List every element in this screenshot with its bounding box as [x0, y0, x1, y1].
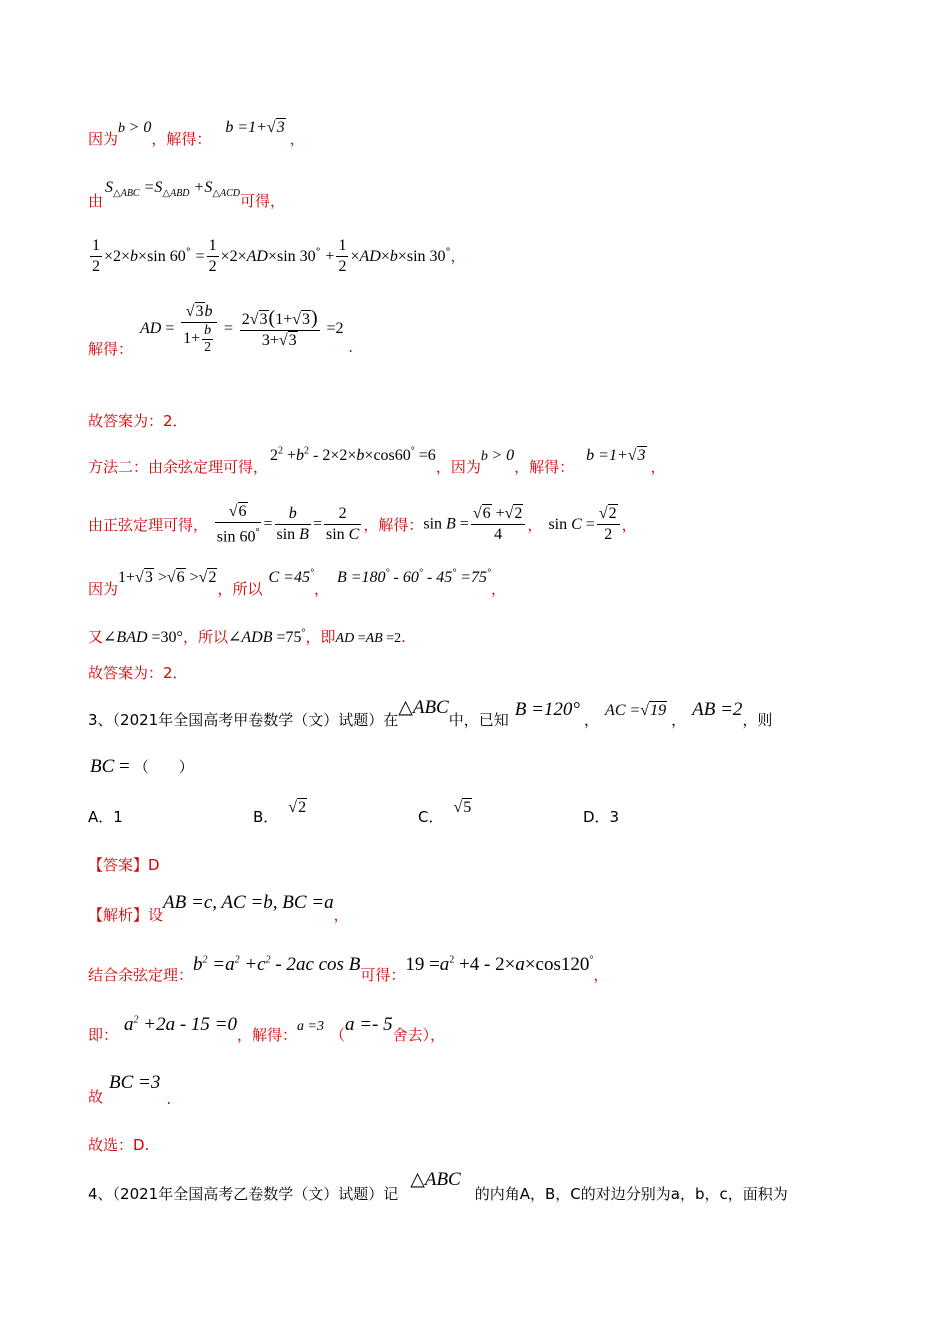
math-b-value: b =1+√3 [225, 119, 285, 136]
answer-line-2: 故答案为：2． [88, 664, 188, 682]
text: ，则 [742, 711, 773, 729]
text: ，所以 [217, 580, 263, 598]
area-equation: $\frac{1}{2}$ ×2×b×sin 60° = $\frac{1}{2}$ ×2×AD×sin 30° + $\frac{1}{2}$ ×AD×b×sin 30°， [92, 237, 466, 275]
answer-line-1: 故答案为：2． [88, 412, 188, 430]
text: 即： [88, 1026, 119, 1044]
quadratic-line: 即： $a^2 +2a - 15 =0$，解得：a =3 （a =- 5舍去）， [88, 1014, 446, 1044]
text: 的内角A，B，C的对边分别为a，b，c，面积为 [474, 1185, 788, 1203]
question-3: 3、（2021年全国高考甲卷数学（文）试题）在△ABC中，已知 B =120° ，AC =√19， AB =2，则 [88, 697, 773, 729]
angle-line: 因为1+√3 >√6 >√2，所以C =45°，B =180° - 60° - 45° =75°， [88, 567, 506, 598]
text: ，因为 [435, 458, 481, 476]
solution-line-2 [88, 179, 286, 213]
text: 中，已知 [448, 711, 509, 729]
math-area-sum: $S_{\triangle ABC} =S_{\triangle ABD} +S_{\triangle ACD}$ [105, 179, 241, 200]
math-cos-law: $2^2 +b^2 - 2\times 2\times b\times\cos 60^\circ =6$ [270, 445, 436, 464]
text: ，解得： [151, 130, 212, 148]
analysis-line: 【解析】设AB =c, AC =b, BC =a， [88, 892, 349, 924]
text: 故 [88, 1088, 104, 1106]
text: 由正弦定理可得， [88, 516, 209, 535]
bad-angle-line: 又∠BAD =30°，所以∠ADB =75°，即AD =AB =2. [88, 627, 406, 646]
option-c[interactable]: C．√5 [418, 799, 472, 826]
option-d[interactable]: D．3 [583, 808, 620, 826]
text: ，解得： [237, 1026, 298, 1044]
text: 【解析】设 [88, 906, 164, 924]
text: 可得， [240, 192, 286, 210]
text: 因为 [88, 130, 119, 148]
choice-line: 故选：D. [88, 1136, 150, 1154]
text: ，解得： [363, 516, 424, 535]
question-3-intro: 3、（2021年全国高考甲卷数学（文）试题）在 [88, 711, 399, 729]
answer-label: 【答案】D [88, 856, 160, 874]
question-4: 4、（2021年全国高考乙卷数学（文）试题）记△ABC的内角A，B，C的对边分别为a，b，c，面积为 [88, 1169, 788, 1203]
text: ，所以 [182, 628, 228, 646]
text: C． [418, 808, 444, 826]
text: 结合余弦定理： [88, 966, 194, 984]
question-4-intro: 4、（2021年全国高考乙卷数学（文）试题）记 [88, 1185, 399, 1203]
text: ，解得： [514, 458, 575, 476]
text: 舍去）， [392, 1026, 446, 1044]
option-a[interactable]: A．1 [88, 808, 123, 826]
text: 方法二：由余弦定理可得， [88, 458, 269, 476]
option-b[interactable]: B．√2 [253, 799, 307, 826]
text: 又 [88, 628, 104, 646]
bc-result-line: 故BC =3. [88, 1072, 172, 1108]
text: 因为 [88, 580, 119, 598]
text: ，即 [305, 628, 336, 646]
text: 由 [88, 192, 104, 210]
text: 可得： [360, 966, 406, 984]
question-3-line-2: BC = （ ） [90, 756, 194, 777]
ad-solve-label: 解得： [88, 340, 134, 358]
ad-solve-equation: AD = √3b 1+ $\frac{b}{2}$ = $\frac{2√3(1+√3)}{3+√3}$ =2 . [140, 303, 354, 356]
cosine-law-line: 结合余弦定理：$b^2 =a^2 +c^2 - 2ac$ cos B可得：$19 =a^2 +4 - 2\times a\times\cos 120^\circ$， [88, 954, 609, 984]
sine-law-line: 由正弦定理可得， $\frac{√6}{\sin 60^\circ}$ = $\frac{b}{\text{sin B}}$ = $\frac{2}{\text{sin C}}$ ，解得：sin B = $\frac{√6 +√2}{4}$ ， sin C = $\frac{√2}{2}$ ， [88, 503, 637, 546]
method-two-line: 方法二：由余弦定理可得，$2^2 +b^2 - 2\times 2\times b\times\cos 60^\circ =6$，因为b > 0，解得：b =1+√3， [88, 445, 666, 476]
text: B． [253, 808, 279, 826]
math-b-gt-0: b > 0 [118, 119, 152, 136]
answer-blank: （ ） [133, 758, 194, 776]
solution-line-1: 因为b > 0，解得：b =1+√3， [88, 119, 305, 148]
